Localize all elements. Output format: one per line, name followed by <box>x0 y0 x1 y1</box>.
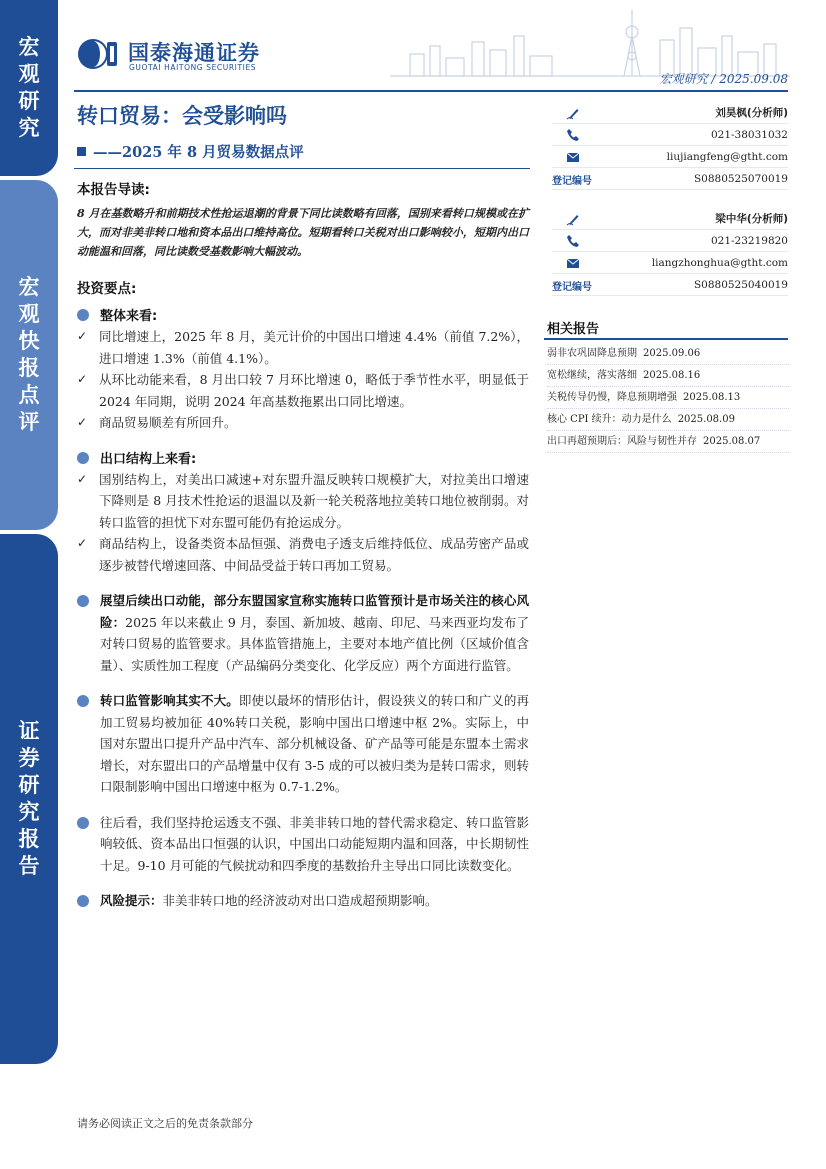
analyst-phone-row <box>552 124 788 146</box>
analyst-reg-label: 登记编号 <box>552 176 592 187</box>
analyst-reg-row <box>552 168 788 190</box>
analyst-phone: 021-23219820 <box>710 234 788 247</box>
side-tab-char: 究 <box>18 116 40 140</box>
related-report-date: 2025.09.06 <box>643 348 701 359</box>
brand-name-en: GUOTAI HAITONG SECURITIES <box>129 63 257 72</box>
related-report-title: 弱非农巩固降息预期 <box>547 348 637 359</box>
list-item-text: 商品结构上，设备类资本品恒强、消费电子透支后维持低位、成品劳密产品或逐步被替代增速回落、中间品受益于转口再加工贸易。 <box>99 536 529 573</box>
analyst-reg-no: S0880525070019 <box>693 172 788 185</box>
related-report-item[interactable] <box>547 431 789 453</box>
point-section-title: 出口结构上来看: <box>100 451 197 467</box>
side-tab-macro-flash <box>0 180 58 530</box>
side-tab-char: 观 <box>18 62 40 86</box>
related-report-item[interactable] <box>547 343 789 365</box>
main-content <box>77 178 529 912</box>
checkmark-icon: ✓ <box>77 536 88 550</box>
related-report-date: 2025.08.13 <box>683 392 741 403</box>
bullet-dot-icon <box>77 595 89 607</box>
side-tab-char: 研 <box>18 773 40 797</box>
analyst-email: liangzhonghua@gtht.com <box>651 256 788 269</box>
point-section <box>77 448 529 467</box>
paragraph-lead: 展望后续出口动能，部分东盟国家宣称实施转口监管预计是市场关注的核心风险： <box>100 593 529 630</box>
report-subtitle <box>77 141 304 162</box>
list-item <box>77 369 529 412</box>
paragraph-text: 即使以最坏的情形估计，假设狭义的转口和广义的再加工贸易均被加征 40%转口关税，影响中国出口增速中枢 2%。实际上，中国对东盟出口提升产品中汽车、部分机械设备、矿产品等可能是东盟本土需求增长，对东盟出口的产品增量中仅有 3-5 成的可以被归类为是转口需求，则转口限制影响中国出口增速中枢为 0.7-1.2%。 <box>100 693 529 794</box>
brand-name-cn: 国泰海通证券 <box>128 41 260 65</box>
related-reports-list <box>547 343 789 453</box>
list-item-text: 商品贸易顺差有所回升。 <box>99 415 237 430</box>
check-list <box>77 469 529 577</box>
point-paragraph <box>77 590 529 676</box>
paragraph-text: 2025 年以来截止 9 月，泰国、新加坡、越南、印尼、马来西亚均发布了对转口贸易的监管要求。具体监管措施上，主要对本地产值比例（区域价值含量）、实质性加工程度（产品编码分类变化、化学反应）两个方面进行监管。 <box>100 614 529 673</box>
phone-icon <box>566 128 580 142</box>
checkmark-icon: ✓ <box>77 329 88 343</box>
related-report-date: 2025.08.16 <box>643 370 701 381</box>
mail-icon <box>566 256 580 270</box>
check-list <box>77 326 529 434</box>
list-item-text: 从环比动能来看，8 月出口较 7 月环比增速 0，略低于季节性水平，明显低于 2024 年同期，说明 2024 年高基数拖累出口同比增速。 <box>99 372 529 409</box>
analyst-name: 梁中华(分析师) <box>715 213 788 225</box>
related-reports-heading: 相关报告 <box>547 322 600 337</box>
bullet-dot-icon <box>77 895 89 907</box>
side-tab-securities-report <box>0 534 58 1064</box>
bullet-dot-icon <box>77 817 89 829</box>
checkmark-icon: ✓ <box>77 471 88 486</box>
related-report-item[interactable] <box>547 387 789 409</box>
related-report-title: 核心 CPI 续升：动力是什么 <box>547 414 672 425</box>
bullet-dot-icon <box>77 309 89 321</box>
side-tab-char: 宏 <box>18 35 40 59</box>
side-tab-char: 报 <box>18 827 40 851</box>
side-tab-char: 报 <box>18 356 40 380</box>
bullet-dot-icon <box>77 452 89 464</box>
related-report-title: 出口再超预期后：风险与韧性并存 <box>547 436 697 447</box>
side-tab-char: 快 <box>18 329 40 353</box>
intro-text: 8 月在基数略升和前期技术性抢运退潮的背景下同比读数略有回落，国别来看转口规模或在扩大，而对非美非转口地和资本品出口维持高位。短期看转口关税对出口影响较小，短期内出口动能温和回落，同比读数受基数影响大幅波动。 <box>77 207 529 258</box>
related-report-date: 2025.08.09 <box>677 414 735 425</box>
side-tab-char: 宏 <box>18 275 40 299</box>
analyst-name: 刘昊枫(分析师) <box>715 107 788 119</box>
analyst-name-row <box>552 102 788 124</box>
phone-icon <box>566 234 580 248</box>
analyst-phone-row <box>552 230 788 252</box>
related-report-title: 关税传导仍慢，降息预期增强 <box>547 392 677 403</box>
analyst-reg-label: 登记编号 <box>552 282 592 293</box>
side-tab-char: 证 <box>18 719 40 743</box>
pen-icon <box>566 106 580 120</box>
side-tab-char: 券 <box>18 746 40 770</box>
analyst-email-row <box>552 146 788 168</box>
side-tab-char: 观 <box>18 302 40 326</box>
paragraph-lead: 转口监管影响其实不大。 <box>100 693 239 708</box>
report-title: 转口贸易：会受影响吗 <box>77 104 287 128</box>
checkmark-icon: ✓ <box>77 415 88 429</box>
paragraph-text: 往后看，我们坚持抢运透支不强、非美非转口地的替代需求稳定、转口监管影响较低、资本品出口恒强的认识，中国出口动能短期内温和回落，中长期韧性十足。9-10 月可能的气候扰动和四季度的基数抬升主导出口同比读数变化。 <box>100 814 529 873</box>
analyst-reg-no: S0880525040019 <box>693 278 788 291</box>
related-report-item[interactable] <box>547 409 789 431</box>
list-item <box>77 469 529 534</box>
guotai-haitong-logo-icon <box>77 38 119 70</box>
analyst-card <box>552 102 788 190</box>
point-section <box>77 305 529 324</box>
analyst-reg-row <box>552 274 788 296</box>
side-tab-char: 研 <box>18 89 40 113</box>
side-tab-char: 点 <box>18 383 40 407</box>
subtitle-text: ——2025 年 8 月贸易数据点评 <box>93 144 304 161</box>
bullet-dot-icon <box>77 695 89 707</box>
analyst-card <box>552 208 788 296</box>
point-paragraph <box>77 690 529 798</box>
side-tab-char: 究 <box>18 800 40 824</box>
disclaimer-footer: 请务必阅读正文之后的免责条款部分 <box>77 1117 253 1130</box>
square-bullet-icon <box>77 147 86 156</box>
point-section-title: 整体来看: <box>100 309 158 324</box>
header-divider <box>74 90 788 92</box>
side-tab-macro-research <box>0 0 58 176</box>
paragraph-text: 非美非转口地的经济波动对出口造成超预期影响。 <box>162 893 438 908</box>
mail-icon <box>566 150 580 164</box>
side-tab-char: 告 <box>18 854 40 878</box>
side-tab-char: 评 <box>18 410 40 434</box>
list-item <box>77 533 529 576</box>
list-item-text: 同比增速上，2025 年 8 月，美元计价的中国出口增速 4.4%（前值 7.2%），进口增速 1.3%（前值 4.1%）。 <box>99 329 529 366</box>
analyst-name-row <box>552 208 788 230</box>
analyst-phone: 021-38031032 <box>710 128 788 141</box>
analyst-email: liujiangfeng@gtht.com <box>666 150 788 163</box>
analyst-email-row <box>552 252 788 274</box>
list-item <box>77 326 529 369</box>
point-paragraph <box>77 890 529 912</box>
related-reports-divider <box>544 338 788 340</box>
list-item <box>77 412 529 434</box>
related-report-title: 宽松继续，落实落细 <box>547 370 637 381</box>
list-item-text: 国别结构上，对美出口减速+对东盟升温反映转口规模扩大，对拉美出口增速下降则是 8 月技术性抢运的退温以及新一轮关税落地拉美转口地位被削弱。对转口监管的担忧下对东盟可能仍有抢运成分。 <box>99 471 529 530</box>
report-type-date: 宏观研究 / 2025.09.08 <box>659 72 788 86</box>
paragraph-lead: 风险提示： <box>100 893 163 908</box>
key-points-heading: 投资要点: <box>77 281 137 297</box>
pen-icon <box>566 212 580 226</box>
title-divider <box>74 168 530 169</box>
related-report-date: 2025.08.07 <box>703 436 761 447</box>
checkmark-icon: ✓ <box>77 372 88 386</box>
point-paragraph <box>77 812 529 877</box>
related-report-item[interactable] <box>547 365 789 387</box>
intro-heading: 本报告导读: <box>77 182 150 198</box>
